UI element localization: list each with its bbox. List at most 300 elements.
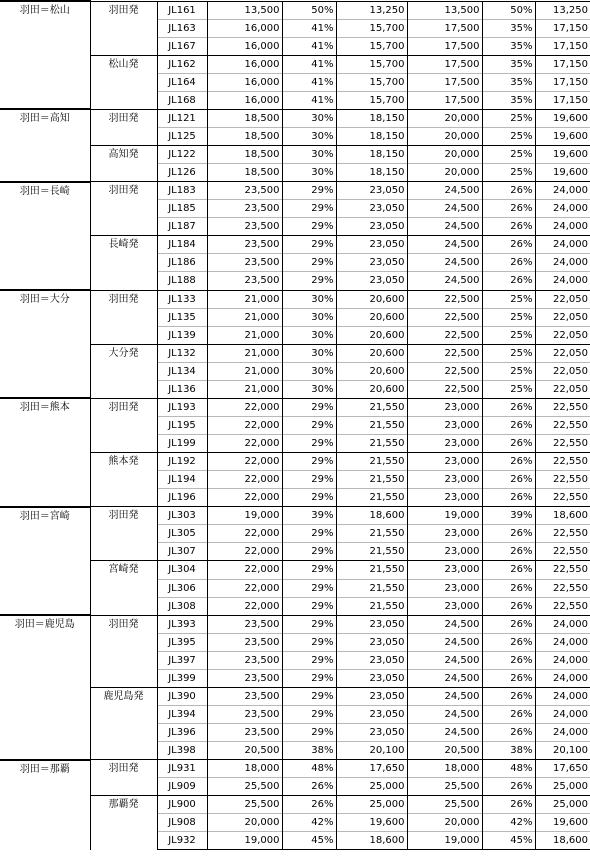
fare-c-cell: 20,000 [407, 127, 482, 145]
discount-c-cell: 26% [482, 236, 535, 254]
fare-c-cell: 19,000 [407, 832, 482, 850]
fare-b-cell: 18,150 [336, 146, 407, 164]
fare-a-cell: 23,500 [207, 687, 282, 705]
fare-a-cell: 19,000 [207, 832, 282, 850]
flight-cell: JL193 [157, 398, 207, 416]
direction-label: 長崎発 [90, 236, 157, 290]
route-label: 羽田＝宮崎 [0, 507, 90, 615]
fare-c-cell: 23,000 [407, 453, 482, 471]
fare-c-cell: 17,500 [407, 55, 482, 73]
fare-d-cell: 22,550 [535, 435, 590, 453]
discount-c-cell: 26% [482, 633, 535, 651]
discount-a-cell: 29% [282, 651, 336, 669]
fare-c-cell: 17,500 [407, 73, 482, 91]
flight-cell: JL133 [157, 290, 207, 308]
flight-cell: JL397 [157, 651, 207, 669]
flight-cell: JL195 [157, 416, 207, 434]
flight-cell: JL390 [157, 687, 207, 705]
flight-cell: JL139 [157, 326, 207, 344]
fare-c-cell: 24,500 [407, 669, 482, 687]
fare-c-cell: 23,000 [407, 416, 482, 434]
fare-a-cell: 23,500 [207, 254, 282, 272]
fare-c-cell: 20,500 [407, 742, 482, 760]
discount-c-cell: 35% [482, 19, 535, 37]
discount-c-cell: 35% [482, 73, 535, 91]
flight-cell: JL167 [157, 37, 207, 55]
fare-a-cell: 22,000 [207, 543, 282, 561]
discount-a-cell: 38% [282, 742, 336, 760]
discount-c-cell: 26% [482, 416, 535, 434]
fare-a-cell: 22,000 [207, 471, 282, 489]
fare-b-cell: 21,550 [336, 398, 407, 416]
fare-d-cell: 22,550 [535, 453, 590, 471]
flight-cell: JL188 [157, 272, 207, 290]
fare-a-cell: 20,000 [207, 814, 282, 832]
fare-b-cell: 20,600 [336, 326, 407, 344]
fare-c-cell: 20,000 [407, 814, 482, 832]
discount-a-cell: 30% [282, 109, 336, 127]
discount-c-cell: 26% [482, 615, 535, 633]
fare-a-cell: 22,000 [207, 416, 282, 434]
table-row [0, 398, 590, 416]
discount-a-cell: 29% [282, 489, 336, 507]
fare-b-cell: 21,550 [336, 561, 407, 579]
fare-b-cell: 21,550 [336, 525, 407, 543]
fare-a-cell: 23,500 [207, 182, 282, 200]
discount-c-cell: 35% [482, 37, 535, 55]
fare-a-cell: 18,500 [207, 146, 282, 164]
fare-a-cell: 21,000 [207, 290, 282, 308]
discount-a-cell: 30% [282, 146, 336, 164]
fare-d-cell: 24,000 [535, 236, 590, 254]
fare-d-cell: 17,150 [535, 55, 590, 73]
fare-d-cell: 22,050 [535, 380, 590, 398]
fare-a-cell: 23,500 [207, 615, 282, 633]
direction-label: 熊本発 [90, 453, 157, 507]
flight-cell: JL396 [157, 724, 207, 742]
fare-c-cell: 23,000 [407, 543, 482, 561]
flight-cell: JL163 [157, 19, 207, 37]
fare-c-cell: 23,000 [407, 579, 482, 597]
discount-a-cell: 29% [282, 435, 336, 453]
table-row [0, 109, 590, 127]
fare-d-cell: 17,150 [535, 19, 590, 37]
fare-a-cell: 18,500 [207, 164, 282, 182]
fare-a-cell: 22,000 [207, 453, 282, 471]
fare-b-cell: 21,550 [336, 579, 407, 597]
fare-b-cell: 20,600 [336, 380, 407, 398]
fare-b-cell: 23,050 [336, 633, 407, 651]
flight-cell: JL183 [157, 182, 207, 200]
discount-c-cell: 25% [482, 164, 535, 182]
discount-a-cell: 29% [282, 236, 336, 254]
discount-c-cell: 26% [482, 435, 535, 453]
discount-a-cell: 30% [282, 344, 336, 362]
discount-c-cell: 25% [482, 380, 535, 398]
fare-b-cell: 21,550 [336, 543, 407, 561]
fare-d-cell: 22,050 [535, 290, 590, 308]
flight-cell: JL185 [157, 200, 207, 218]
fare-b-cell: 15,700 [336, 73, 407, 91]
fare-a-cell: 22,000 [207, 435, 282, 453]
discount-a-cell: 29% [282, 398, 336, 416]
flight-cell: JL161 [157, 1, 207, 19]
fare-a-cell: 16,000 [207, 37, 282, 55]
discount-c-cell: 48% [482, 760, 535, 778]
fare-b-cell: 15,700 [336, 91, 407, 109]
fare-c-cell: 20,000 [407, 109, 482, 127]
discount-c-cell: 35% [482, 55, 535, 73]
fare-b-cell: 21,550 [336, 471, 407, 489]
flight-cell: JL168 [157, 91, 207, 109]
flight-cell: JL395 [157, 633, 207, 651]
fare-c-cell: 24,500 [407, 218, 482, 236]
discount-c-cell: 26% [482, 489, 535, 507]
fare-b-cell: 20,600 [336, 362, 407, 380]
discount-a-cell: 50% [282, 1, 336, 19]
fare-c-cell: 24,500 [407, 272, 482, 290]
discount-c-cell: 25% [482, 146, 535, 164]
discount-c-cell: 26% [482, 597, 535, 615]
fare-d-cell: 24,000 [535, 254, 590, 272]
flight-cell: JL399 [157, 669, 207, 687]
fare-b-cell: 13,250 [336, 1, 407, 19]
discount-c-cell: 26% [482, 778, 535, 796]
discount-a-cell: 29% [282, 453, 336, 471]
fare-b-cell: 21,550 [336, 453, 407, 471]
fare-c-cell: 22,500 [407, 290, 482, 308]
discount-c-cell: 25% [482, 308, 535, 326]
discount-c-cell: 25% [482, 326, 535, 344]
fare-d-cell: 22,050 [535, 326, 590, 344]
route-label: 羽田＝鹿児島 [0, 615, 90, 760]
discount-a-cell: 30% [282, 308, 336, 326]
fare-a-cell: 25,500 [207, 796, 282, 814]
discount-a-cell: 29% [282, 416, 336, 434]
flight-cell: JL121 [157, 109, 207, 127]
table-row [0, 507, 590, 525]
fare-d-cell: 17,150 [535, 37, 590, 55]
discount-a-cell: 26% [282, 796, 336, 814]
fare-d-cell: 24,000 [535, 218, 590, 236]
fare-c-cell: 24,500 [407, 687, 482, 705]
flight-cell: JL134 [157, 362, 207, 380]
fare-a-cell: 21,000 [207, 326, 282, 344]
fare-b-cell: 20,100 [336, 742, 407, 760]
flight-cell: JL307 [157, 543, 207, 561]
flight-cell: JL394 [157, 705, 207, 723]
fare-a-cell: 20,500 [207, 742, 282, 760]
fare-d-cell: 22,550 [535, 561, 590, 579]
discount-a-cell: 30% [282, 164, 336, 182]
fare-a-cell: 18,000 [207, 760, 282, 778]
fare-d-cell: 22,550 [535, 471, 590, 489]
fare-d-cell: 17,150 [535, 91, 590, 109]
discount-c-cell: 50% [482, 1, 535, 19]
discount-a-cell: 41% [282, 55, 336, 73]
flight-cell: JL909 [157, 778, 207, 796]
fare-a-cell: 23,500 [207, 724, 282, 742]
fare-d-cell: 22,050 [535, 344, 590, 362]
fare-b-cell: 23,050 [336, 254, 407, 272]
fare-b-cell: 17,650 [336, 760, 407, 778]
fare-c-cell: 22,500 [407, 380, 482, 398]
fare-b-cell: 18,150 [336, 127, 407, 145]
fare-b-cell: 23,050 [336, 669, 407, 687]
discount-a-cell: 29% [282, 254, 336, 272]
fare-c-cell: 23,000 [407, 398, 482, 416]
fare-d-cell: 18,600 [535, 832, 590, 850]
discount-a-cell: 29% [282, 543, 336, 561]
fare-d-cell: 19,600 [535, 146, 590, 164]
flight-cell: JL162 [157, 55, 207, 73]
discount-a-cell: 30% [282, 362, 336, 380]
fare-d-cell: 22,050 [535, 362, 590, 380]
fare-c-cell: 22,500 [407, 344, 482, 362]
fare-d-cell: 19,600 [535, 109, 590, 127]
direction-label: 松山発 [90, 55, 157, 109]
fare-d-cell: 25,000 [535, 796, 590, 814]
fare-d-cell: 22,550 [535, 416, 590, 434]
discount-a-cell: 41% [282, 37, 336, 55]
fare-d-cell: 22,550 [535, 489, 590, 507]
discount-c-cell: 26% [482, 200, 535, 218]
discount-a-cell: 39% [282, 507, 336, 525]
discount-a-cell: 29% [282, 218, 336, 236]
fare-b-cell: 15,700 [336, 19, 407, 37]
discount-a-cell: 30% [282, 127, 336, 145]
fare-b-cell: 23,050 [336, 236, 407, 254]
fare-b-cell: 18,600 [336, 832, 407, 850]
discount-c-cell: 25% [482, 362, 535, 380]
fare-d-cell: 20,100 [535, 742, 590, 760]
fare-b-cell: 23,050 [336, 651, 407, 669]
fare-c-cell: 23,000 [407, 525, 482, 543]
fare-c-cell: 23,000 [407, 471, 482, 489]
fare-d-cell: 17,150 [535, 73, 590, 91]
fare-c-cell: 18,000 [407, 760, 482, 778]
flight-cell: JL304 [157, 561, 207, 579]
fare-a-cell: 13,500 [207, 1, 282, 19]
fare-d-cell: 19,600 [535, 164, 590, 182]
flight-cell: JL184 [157, 236, 207, 254]
flight-cell: JL135 [157, 308, 207, 326]
discount-a-cell: 29% [282, 272, 336, 290]
fare-b-cell: 23,050 [336, 272, 407, 290]
discount-a-cell: 29% [282, 525, 336, 543]
discount-c-cell: 26% [482, 272, 535, 290]
fare-table-body [0, 1, 590, 850]
fare-c-cell: 23,000 [407, 435, 482, 453]
discount-a-cell: 29% [282, 471, 336, 489]
fare-a-cell: 23,500 [207, 633, 282, 651]
fare-b-cell: 23,050 [336, 687, 407, 705]
direction-label: 羽田発 [90, 615, 157, 687]
discount-c-cell: 45% [482, 832, 535, 850]
fare-d-cell: 22,550 [535, 543, 590, 561]
fare-b-cell: 23,050 [336, 615, 407, 633]
fare-c-cell: 20,000 [407, 164, 482, 182]
fare-a-cell: 23,500 [207, 669, 282, 687]
flight-cell: JL187 [157, 218, 207, 236]
fare-b-cell: 18,600 [336, 507, 407, 525]
fare-a-cell: 21,000 [207, 362, 282, 380]
discount-c-cell: 26% [482, 398, 535, 416]
discount-c-cell: 42% [482, 814, 535, 832]
flight-cell: JL199 [157, 435, 207, 453]
discount-a-cell: 29% [282, 200, 336, 218]
discount-c-cell: 26% [482, 579, 535, 597]
fare-b-cell: 23,050 [336, 724, 407, 742]
flight-cell: JL908 [157, 814, 207, 832]
discount-a-cell: 29% [282, 633, 336, 651]
discount-a-cell: 30% [282, 326, 336, 344]
flight-cell: JL932 [157, 832, 207, 850]
direction-label: 羽田発 [90, 182, 157, 236]
fare-c-cell: 22,500 [407, 308, 482, 326]
fare-a-cell: 16,000 [207, 73, 282, 91]
direction-label: 大分発 [90, 344, 157, 398]
discount-c-cell: 26% [482, 218, 535, 236]
fare-d-cell: 24,000 [535, 651, 590, 669]
discount-c-cell: 26% [482, 182, 535, 200]
fare-c-cell: 25,500 [407, 778, 482, 796]
discount-a-cell: 45% [282, 832, 336, 850]
flight-cell: JL398 [157, 742, 207, 760]
table-row [0, 290, 590, 308]
fare-b-cell: 20,600 [336, 308, 407, 326]
fare-c-cell: 24,500 [407, 254, 482, 272]
table-row [0, 760, 590, 778]
fare-b-cell: 25,000 [336, 796, 407, 814]
fare-a-cell: 21,000 [207, 380, 282, 398]
flight-cell: JL164 [157, 73, 207, 91]
fare-a-cell: 22,000 [207, 561, 282, 579]
fare-c-cell: 23,000 [407, 597, 482, 615]
discount-a-cell: 29% [282, 579, 336, 597]
fare-a-cell: 23,500 [207, 272, 282, 290]
fare-d-cell: 24,000 [535, 182, 590, 200]
fare-d-cell: 24,000 [535, 200, 590, 218]
fare-a-cell: 22,000 [207, 525, 282, 543]
fare-d-cell: 24,000 [535, 669, 590, 687]
fare-b-cell: 19,600 [336, 814, 407, 832]
flight-cell: JL194 [157, 471, 207, 489]
discount-a-cell: 41% [282, 91, 336, 109]
fare-c-cell: 20,000 [407, 146, 482, 164]
fare-b-cell: 21,550 [336, 416, 407, 434]
table-row [0, 1, 590, 19]
discount-a-cell: 48% [282, 760, 336, 778]
discount-c-cell: 26% [482, 687, 535, 705]
discount-c-cell: 25% [482, 344, 535, 362]
discount-c-cell: 35% [482, 91, 535, 109]
fare-c-cell: 17,500 [407, 37, 482, 55]
discount-c-cell: 26% [482, 651, 535, 669]
fare-d-cell: 19,600 [535, 814, 590, 832]
fare-c-cell: 24,500 [407, 724, 482, 742]
fare-d-cell: 22,050 [535, 308, 590, 326]
fare-c-cell: 13,500 [407, 1, 482, 19]
fare-c-cell: 24,500 [407, 236, 482, 254]
flight-cell: JL196 [157, 489, 207, 507]
fare-c-cell: 24,500 [407, 200, 482, 218]
fare-d-cell: 24,000 [535, 705, 590, 723]
discount-c-cell: 26% [482, 724, 535, 742]
fare-b-cell: 21,550 [336, 435, 407, 453]
fare-a-cell: 22,000 [207, 489, 282, 507]
fare-c-cell: 19,000 [407, 507, 482, 525]
discount-c-cell: 26% [482, 525, 535, 543]
fare-c-cell: 17,500 [407, 91, 482, 109]
direction-label: 羽田発 [90, 290, 157, 344]
discount-a-cell: 29% [282, 182, 336, 200]
fare-a-cell: 23,500 [207, 705, 282, 723]
direction-label: 羽田発 [90, 760, 157, 796]
table-row [0, 615, 590, 633]
flight-cell: JL186 [157, 254, 207, 272]
discount-a-cell: 29% [282, 705, 336, 723]
fare-a-cell: 22,000 [207, 398, 282, 416]
discount-c-cell: 25% [482, 290, 535, 308]
discount-c-cell: 26% [482, 254, 535, 272]
discount-c-cell: 26% [482, 561, 535, 579]
flight-cell: JL303 [157, 507, 207, 525]
discount-a-cell: 29% [282, 724, 336, 742]
flight-cell: JL305 [157, 525, 207, 543]
fare-a-cell: 23,500 [207, 218, 282, 236]
fare-d-cell: 22,550 [535, 398, 590, 416]
fare-a-cell: 21,000 [207, 308, 282, 326]
discount-c-cell: 26% [482, 453, 535, 471]
route-label: 羽田＝長崎 [0, 182, 90, 290]
discount-c-cell: 39% [482, 507, 535, 525]
fare-a-cell: 18,500 [207, 109, 282, 127]
discount-a-cell: 41% [282, 19, 336, 37]
fare-b-cell: 15,700 [336, 55, 407, 73]
fare-d-cell: 22,550 [535, 597, 590, 615]
discount-a-cell: 42% [282, 814, 336, 832]
fare-d-cell: 17,650 [535, 760, 590, 778]
discount-c-cell: 38% [482, 742, 535, 760]
fare-c-cell: 24,500 [407, 615, 482, 633]
fare-d-cell: 25,000 [535, 778, 590, 796]
fare-b-cell: 15,700 [336, 37, 407, 55]
discount-c-cell: 25% [482, 109, 535, 127]
fare-d-cell: 24,000 [535, 272, 590, 290]
fare-b-cell: 18,150 [336, 109, 407, 127]
fare-a-cell: 21,000 [207, 344, 282, 362]
discount-c-cell: 26% [482, 796, 535, 814]
table-row [0, 182, 590, 200]
discount-a-cell: 29% [282, 561, 336, 579]
fare-a-cell: 22,000 [207, 597, 282, 615]
fare-b-cell: 25,000 [336, 778, 407, 796]
flight-cell: JL126 [157, 164, 207, 182]
direction-label: 鹿児島発 [90, 687, 157, 759]
discount-a-cell: 30% [282, 290, 336, 308]
fare-c-cell: 23,000 [407, 561, 482, 579]
flight-cell: JL931 [157, 760, 207, 778]
discount-a-cell: 29% [282, 687, 336, 705]
flight-cell: JL122 [157, 146, 207, 164]
fare-b-cell: 20,600 [336, 344, 407, 362]
fare-a-cell: 18,500 [207, 127, 282, 145]
flight-cell: JL192 [157, 453, 207, 471]
fare-c-cell: 24,500 [407, 633, 482, 651]
fare-c-cell: 22,500 [407, 326, 482, 344]
fare-d-cell: 24,000 [535, 687, 590, 705]
